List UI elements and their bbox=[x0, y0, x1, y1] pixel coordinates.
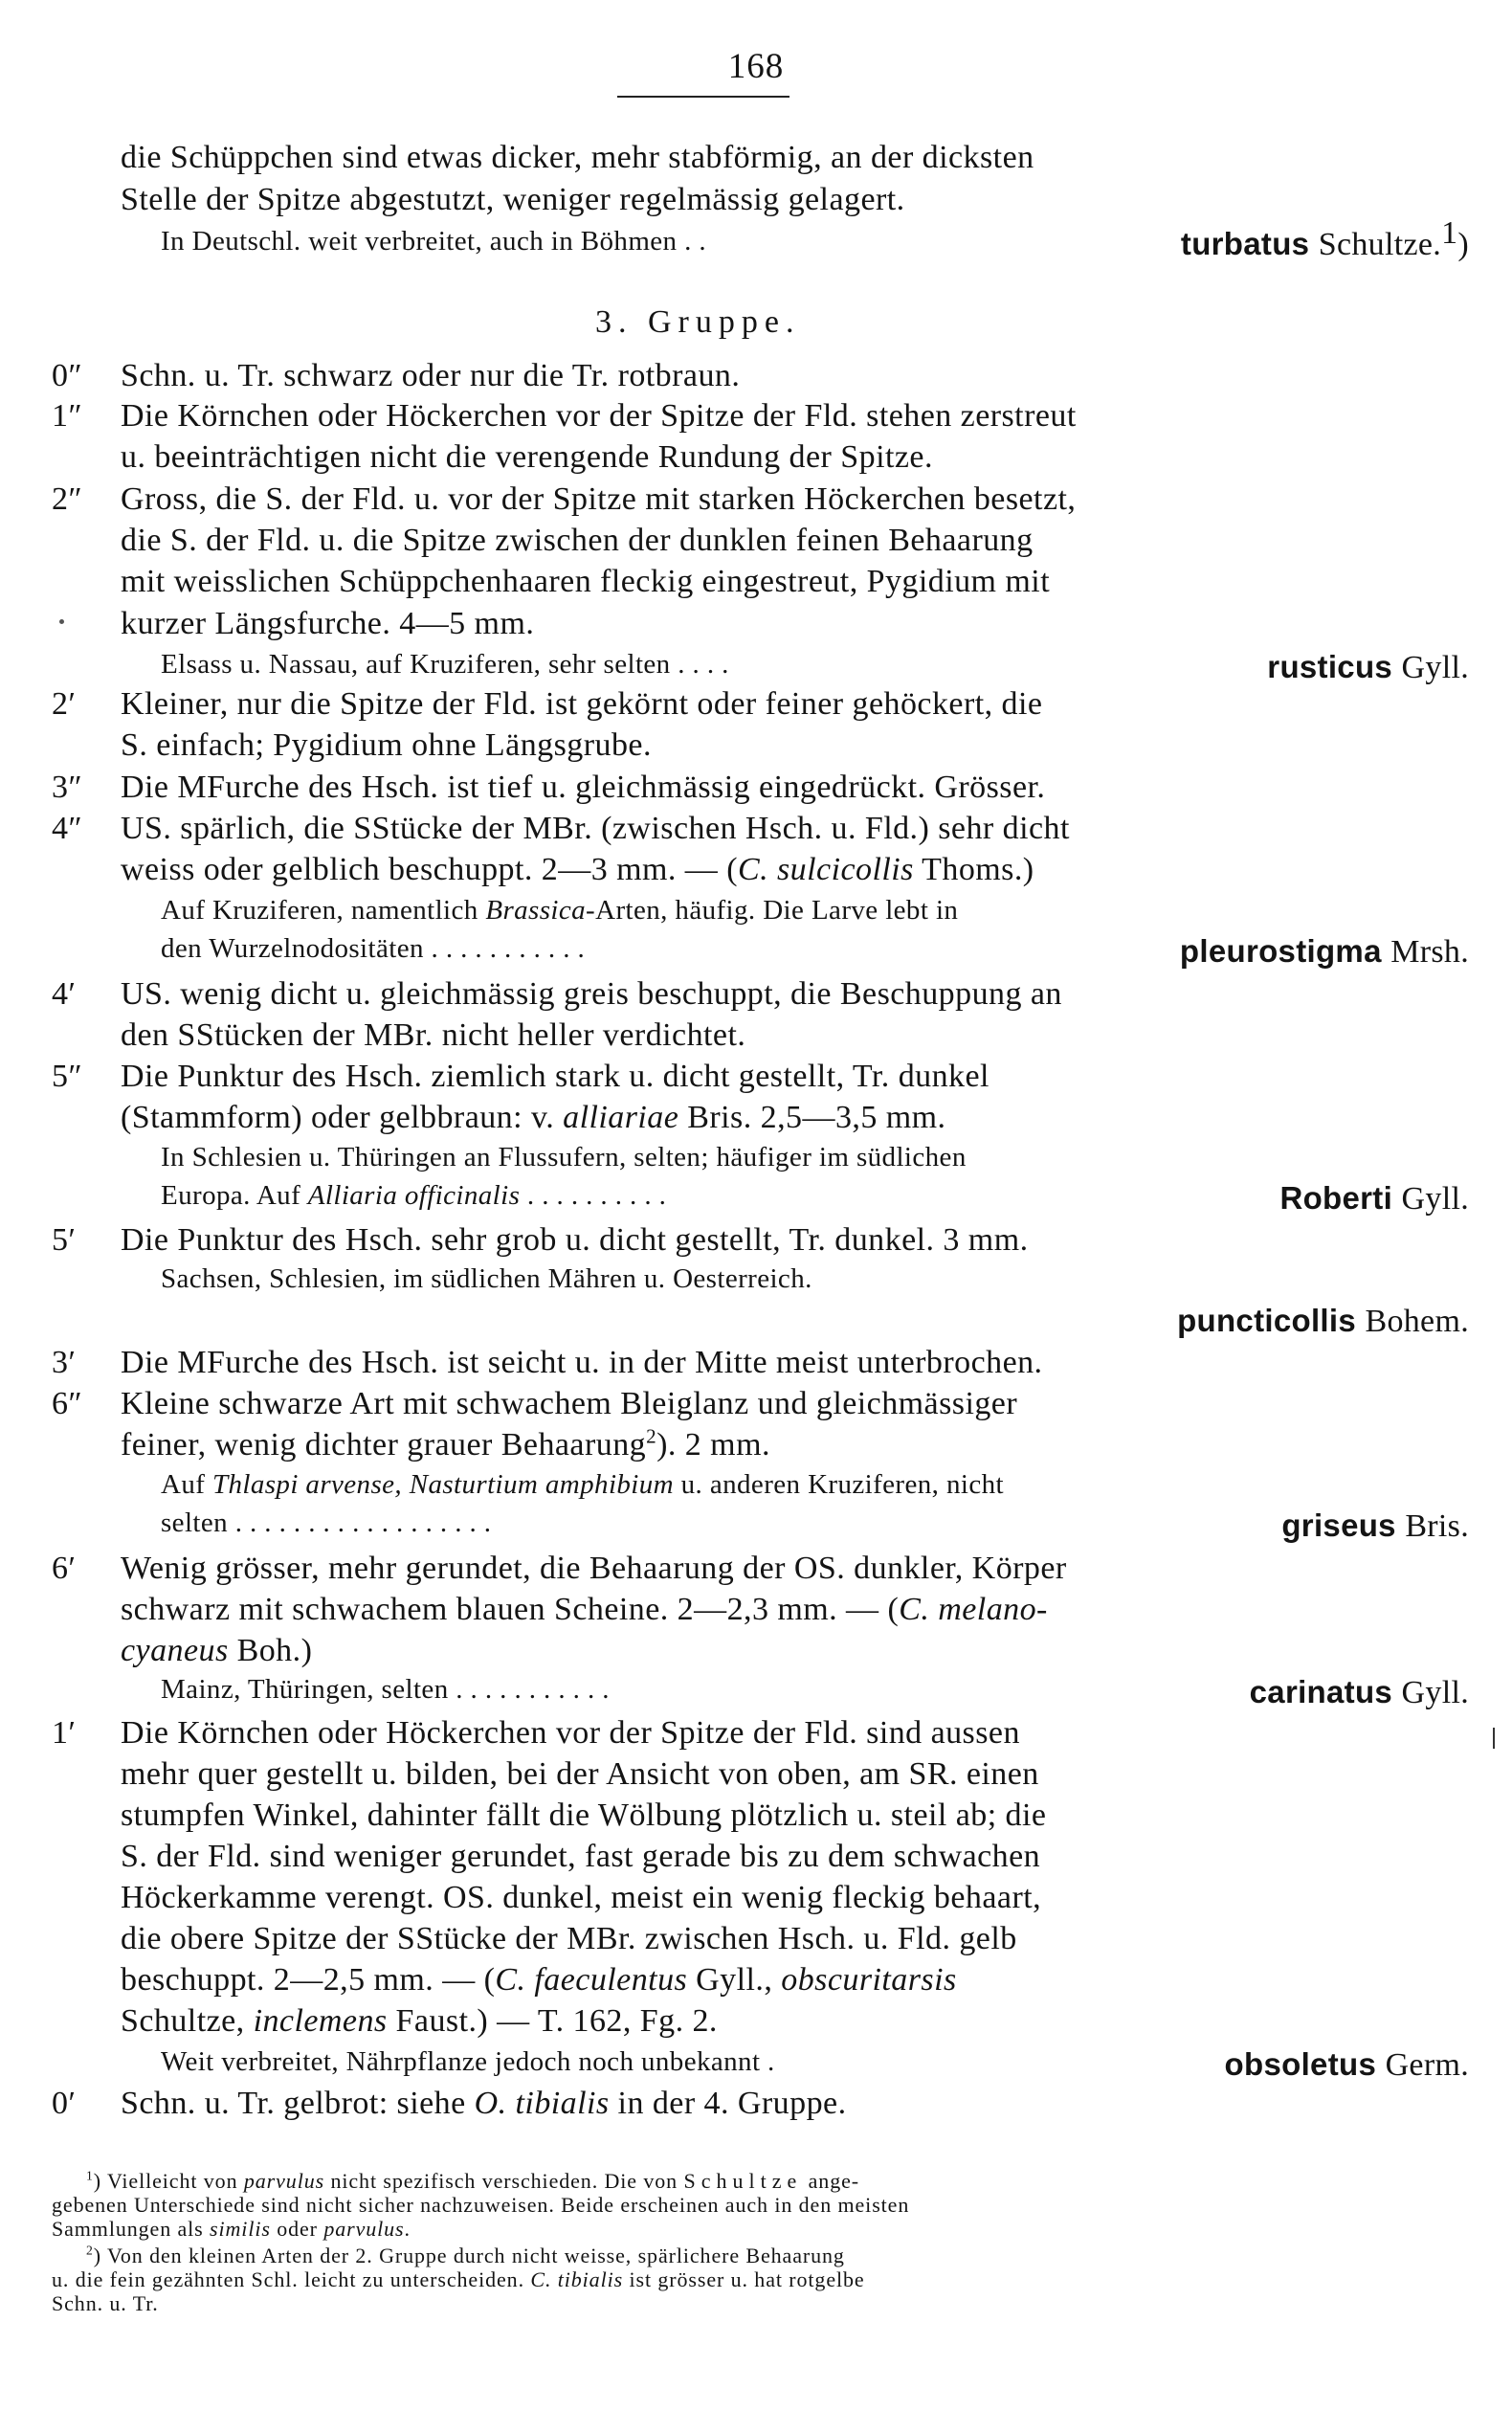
species-rusticus: rusticus Gyll. bbox=[1267, 649, 1469, 685]
species-obsoletus: obsoletus Germ. bbox=[1224, 2046, 1469, 2083]
couplet-number: 6′ bbox=[52, 1551, 77, 1586]
couplet-number: 5′ bbox=[52, 1222, 77, 1258]
couplet-number: 4″ bbox=[52, 811, 83, 846]
species-griseus: griseus Bris. bbox=[1281, 1507, 1469, 1544]
margin-mark bbox=[1493, 1728, 1495, 1749]
species-carinatus: carinatus Gyll. bbox=[1249, 1674, 1469, 1710]
species-puncticollis: puncticollis Bohem. bbox=[1177, 1303, 1469, 1339]
couplet-number: 1′ bbox=[52, 1715, 77, 1751]
couplet-number: 5″ bbox=[52, 1059, 83, 1094]
species-turbatus: turbatus Schultze.1) bbox=[1180, 215, 1469, 262]
couplet-number: 0″ bbox=[52, 358, 83, 393]
couplet-number: 2′ bbox=[52, 686, 77, 722]
couplet-number: 2″ bbox=[52, 481, 83, 517]
species-roberti: Roberti Gyll. bbox=[1279, 1180, 1469, 1217]
book-page: 168 die Schüppchen sind etwas dicker, mehr stabförmig, an der dicksten Stelle der Spitze abgestutzt, weniger regelmässig gelagert. In Deutschl. weit verbreitet, auch in Böhmen . . turbatus Schultze.1) 3. Gruppe. 0″ Schn. u. Tr. schwarz oder nur die Tr. rotbraun. 1″ Die Körnchen oder Höckerchen vor der Spitze der Fld. stehen zerstreut u. beeinträchtigen nicht die verengende Rundung der Spitze. 2″ Gross, die S. der Fld. u. vor der Spitze mit starken Höckerchen besetzt, die S. der Fld. u. die Spitze zwischen der dunklen feinen Behaarung mit weisslichen Schüppchenhaaren fleckig eingestreut, Pygidium mit kurzer Längsfurche. 4—5 mm. Elsass u. Nassau, auf Kruziferen, sehr selten . . . . rusticus Gyll. 2′ Kleiner, nur die Spitze der Fld. ist gekörnt oder feiner gehöckert, die S. einfach; Pygidium ohne Längsgrube. 3″ Die MFurche des Hsch. ist tief u. gleichmässig eingedrückt. Grösser. 4″ US. spärlich, die SStücke der MBr. (zwischen Hsch. u. Fld.) sehr dicht weiss oder gelblich beschuppt. 2—3 mm. — (C. sulcicollis Thoms.) Auf Kruziferen, namentlich Brassica-Arten, häufig. Die Larve lebt in den Wurzelnodositäten . . . . . . . . . . . pleurostigma Mrsh. 4′ US. wenig dicht u. gleichmässig greis beschuppt, die Beschuppung an den SStücken der MBr. nicht heller verdichtet. 5″ Die Punktur des Hsch. ziemlich stark u. dicht gestellt, Tr. dunkel (Stammform) oder gelbbraun: v. alliariae Bris. 2,5—3,5 mm. In Schlesien u. Thüringen an Flussufern, selten; häufiger im südlichen Europa. Auf Alliaria officinalis . . . . . . . . . . Roberti Gyll. 5′ Die Punktur des Hsch. sehr grob u. dicht gestellt, Tr. dunkel. 3 mm. Sachsen, Schlesien, im südlichen Mähren u. Oesterreich. puncticollis Bohem. 3′ Die MFurche des Hsch. ist seicht u. in der Mitte meist unterbrochen. 6″ Kleine schwarze Art mit schwachem Bleiglanz und gleichmässiger feiner, wenig dichter grauer Behaarung$^2$). 2 mm. Auf Thlaspi arvense, Nasturtium amphibium u. anderen Kruziferen, nicht selten . . . . . . . . . . . . . . . . . . griseus Bris. 6′ Wenig grösser, mehr gerundet, die Behaarung der OS. dunkler, Körper schwarz mit schwachem blauen Scheine. 2—2,3 mm. — (C. melano- cyaneus Boh.) Mainz, Thüringen, selten . . . . . . . . . . . carinatus Gyll. 1′ Die Körnchen oder Höckerchen vor der Spitze der Fld. sind aussen mehr quer gestellt u. bilden, bei der Ansicht von oben, am SR. einen stumpfen Winkel, dahinter fällt die Wölbung plötzlich u. steil ab; die S. der Fld. sind weniger gerundet, fast gerade bis zu dem schwachen Höckerkamme verengt. OS. dunkel, meist ein wenig fleckig behaart, die obere Spitze der SStücke der MBr. zwischen Hsch. u. Fld. gelb beschuppt. 2—2,5 mm. — (C. faeculentus Gyll., obscuritarsis Schultze, inclemens Faust.) — T. 162, Fg. 2. Weit verbreitet, Nährpflanze jedoch noch unbekannt . obsoletus Germ. 0′ Schn. u. Tr. gelbrot: siehe O. tibialis in der 4. Gruppe. $^1$) Vielleicht von parvulus nicht spezifisch verschieden. Die von Schultze ange- gebenen Unterschiede sind nicht sicher nachzuweisen. Beide erscheinen auch in den meisten Sammlungen als similis oder parvulus. $^2$) Von den kleinen Arten der 2. Gruppe durch nicht weisse, spärlichere Behaarung u. die fein gezähnten Schl. leicht zu unterscheiden. C. tibialis ist grösser u. hat rotgelbe Schn. u. Tr. bbox=[0, 0, 1512, 2434]
couplet-number: 1″ bbox=[52, 398, 83, 434]
margin-mark bbox=[59, 619, 64, 624]
species-pleurostigma: pleurostigma Mrsh. bbox=[1179, 933, 1469, 970]
page-number: 168 bbox=[727, 47, 785, 86]
couplet-number: 4′ bbox=[52, 976, 77, 1012]
page-number-rule bbox=[617, 96, 789, 98]
couplet-number: 0′ bbox=[52, 2086, 77, 2121]
couplet-number: 3′ bbox=[52, 1345, 77, 1380]
couplet-number: 6″ bbox=[52, 1386, 83, 1421]
couplet-number: 3″ bbox=[52, 770, 83, 805]
